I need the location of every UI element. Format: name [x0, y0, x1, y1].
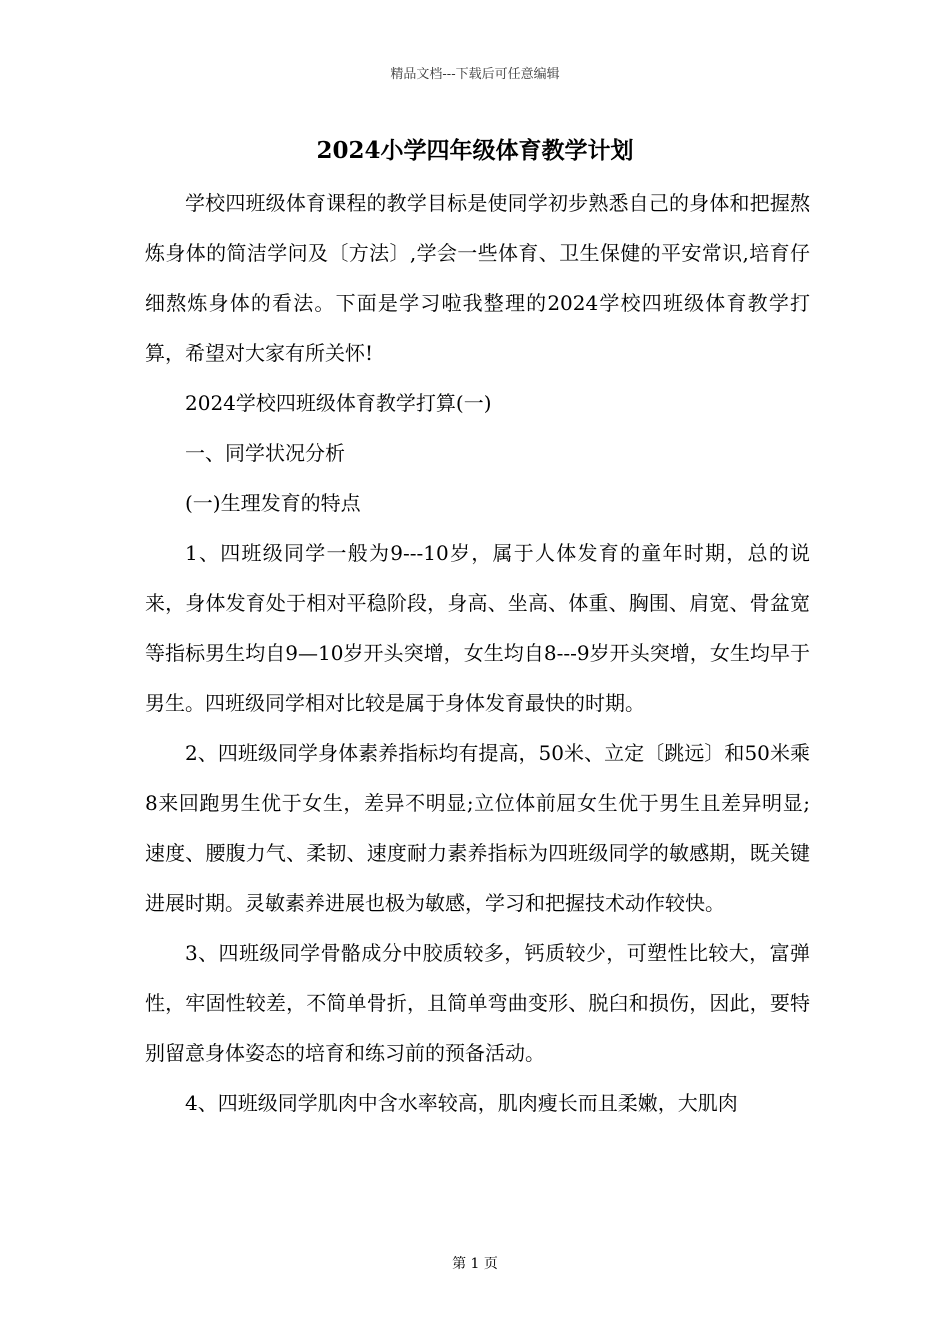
paragraph-item-3: 3、四班级同学骨骼成分中胶质较多，钙质较少，可塑性比较大，富弹性，牢固性较差，不简单骨折，且简单弯曲变形、脱臼和损伤，因此，要特别留意身体姿态的培育和练习前的预备活动。	[145, 941, 810, 1065]
page-header: 精品文档---下载后可任意编辑	[390, 67, 560, 82]
subsection-heading-physiology: (一)生理发育的特点	[185, 491, 361, 515]
document-body	[145, 178, 810, 1128]
paragraph-item-4: 4、四班级同学肌肉中含水率较高，肌肉瘦长而且柔嫩，大肌肉	[185, 1091, 738, 1115]
page-number: 第 1 页	[452, 1256, 498, 1272]
document-title: 2024小学四年级体育教学计划	[316, 137, 634, 164]
section-heading-student-analysis: 一、同学状况分析	[185, 441, 345, 465]
section-heading-plan-one: 2024学校四班级体育教学打算(一)	[185, 391, 492, 415]
intro-paragraph: 学校四班级体育课程的教学目标是使同学初步熟悉自己的身体和把握熬炼身体的简洁学问及〔方法〕,学会一些体育、卫生保健的平安常识,培育仔细熬炼身体的看法。下面是学习啦我整理的2024学校四班级体育教学打算，希望对大家有所关怀!	[145, 191, 810, 365]
paragraph-item-2: 2、四班级同学身体素养指标均有提高，50米、立定〔跳远〕和50米乘8来回跑男生优于女生，差异不明显;立位体前屈女生优于男生且差异明显;速度、腰腹力气、柔韧、速度耐力素养指标为四班级同学的敏感期，既关键进展时期。灵敏素养进展也极为敏感，学习和把握技术动作较快。	[145, 741, 810, 915]
paragraph-item-1: 1、四班级同学一般为9---10岁，属于人体发育的童年时期，总的说来，身体发育处于相对平稳阶段，身高、坐高、体重、胸围、肩宽、骨盆宽等指标男生均自9—10岁开头突增，女生均自8---9岁开头突增，女生均早于男生。四班级同学相对比较是属于身体发育最快的时期。	[145, 541, 810, 715]
